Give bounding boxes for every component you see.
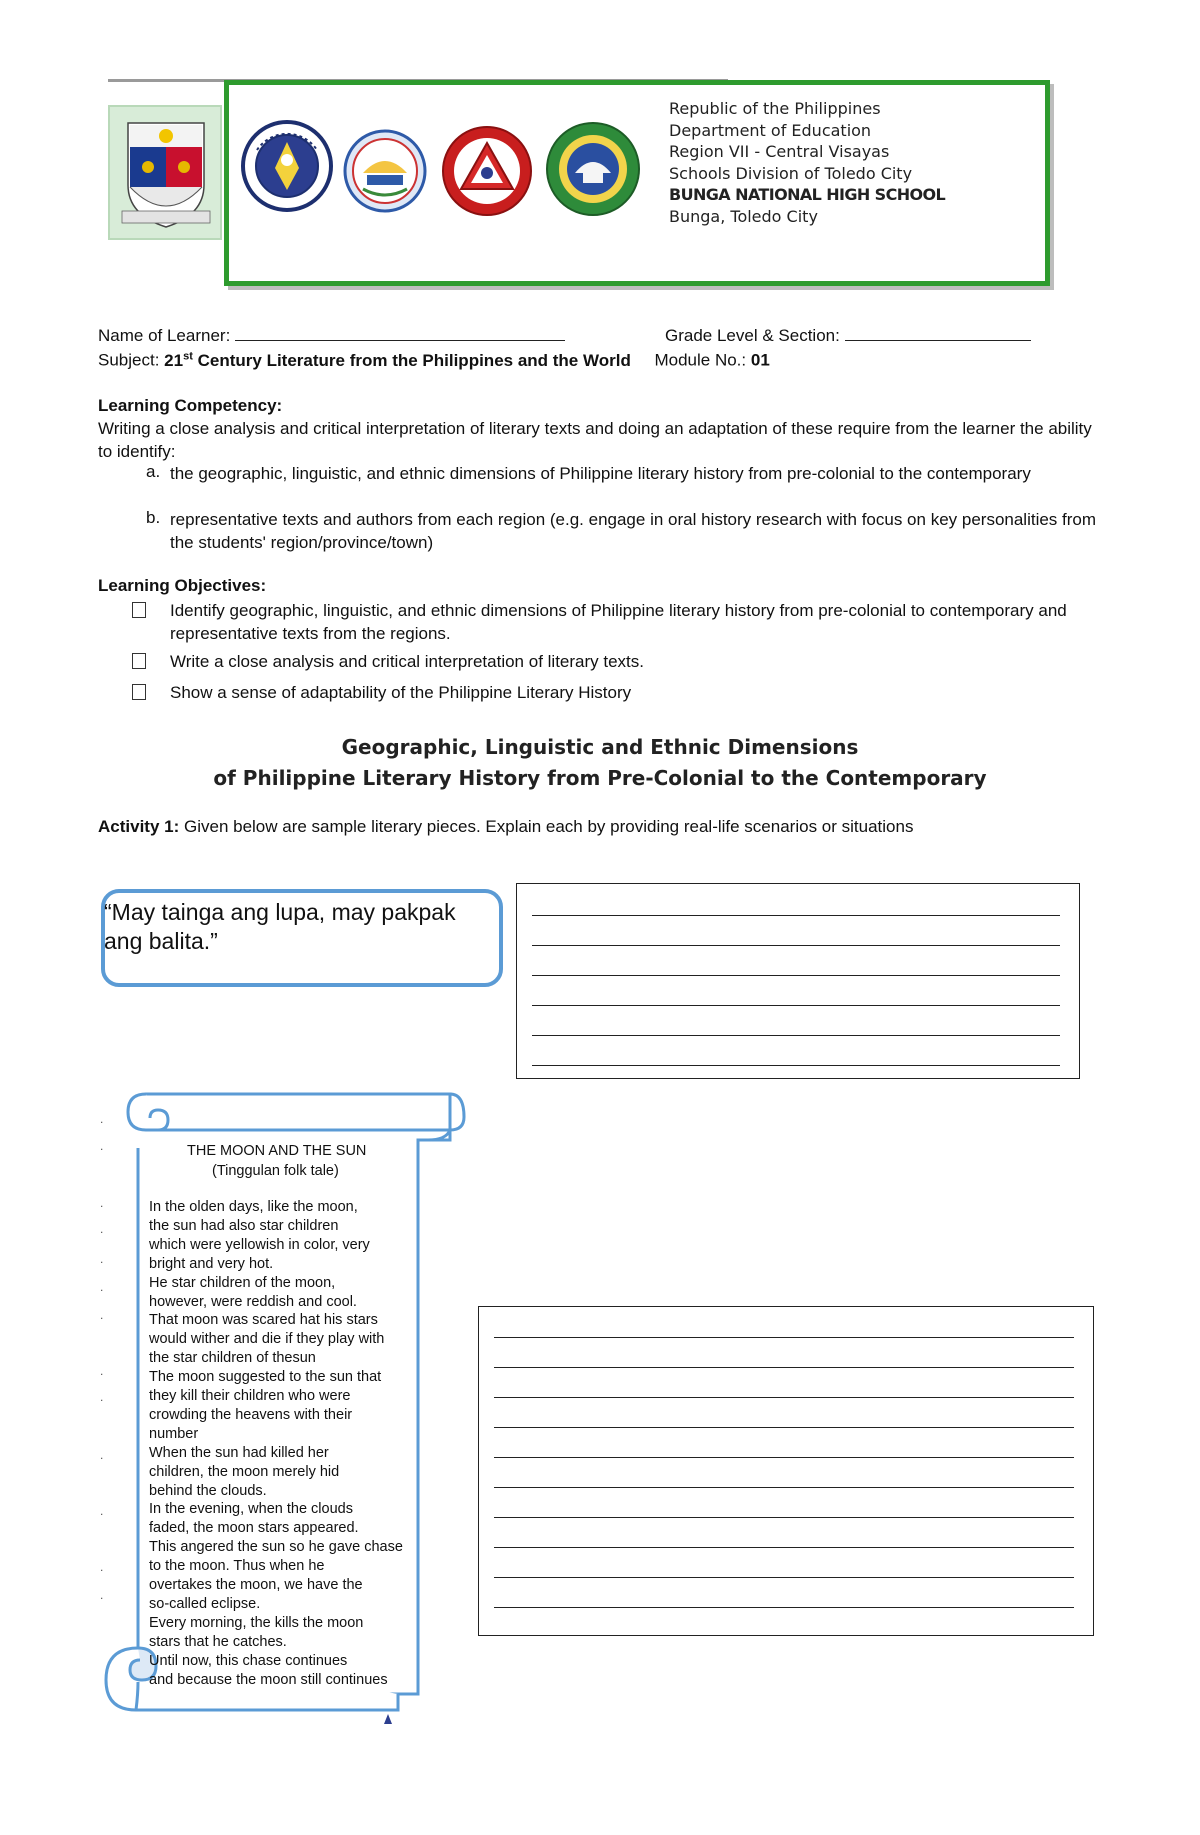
- story-subtitle: (Tinggulan folk tale): [212, 1163, 339, 1179]
- answer-line[interactable]: [532, 915, 1060, 916]
- answer-line[interactable]: [494, 1487, 1074, 1488]
- story-line: This angered the sun so he gave chase: [149, 1539, 403, 1556]
- activity-label: Activity 1:: [98, 817, 180, 836]
- section-title-line-1: Geographic, Linguistic and Ethnic Dimensions: [341, 735, 859, 759]
- story-line: the sun had also star children: [149, 1217, 339, 1234]
- subject-name: Century Literature from the Philippines and the World: [197, 350, 631, 370]
- school-name: BUNGA NATIONAL HIGH SCHOOL: [669, 185, 946, 204]
- story-line: so-called eclipse.: [149, 1595, 261, 1612]
- objectives-heading: Learning Objectives:: [98, 576, 267, 595]
- name-input[interactable]: [235, 326, 565, 341]
- story-line: and because the moon still continues: [149, 1671, 388, 1688]
- story-line: number: [149, 1425, 199, 1442]
- answer-line[interactable]: [532, 1065, 1060, 1066]
- answer-line[interactable]: [494, 1337, 1074, 1338]
- subject-number: 21: [164, 350, 184, 370]
- story-line: That moon was scared hat his stars: [149, 1312, 378, 1329]
- school-info: [669, 98, 945, 227]
- answer-line[interactable]: [532, 945, 1060, 946]
- margin-dot: .: [100, 1222, 104, 1236]
- module-number: 01: [750, 350, 770, 370]
- competency-marker: a.: [146, 462, 161, 481]
- deped-seal-icon: [241, 120, 333, 212]
- grade-section-input[interactable]: [845, 326, 1031, 341]
- subject-title: [164, 351, 631, 370]
- grade-label: Grade Level & Section:: [665, 326, 840, 345]
- story-line: crowding the heavens with their: [149, 1406, 353, 1423]
- story-line: overtakes the moon, we have the: [149, 1577, 363, 1593]
- answer-line[interactable]: [494, 1577, 1074, 1578]
- answer-line[interactable]: [494, 1427, 1074, 1428]
- story-line: they kill their children who were: [149, 1388, 351, 1404]
- margin-dot: .: [100, 1252, 104, 1266]
- school-info-line: Schools Division of Toledo City: [669, 163, 913, 183]
- subject-row: [98, 350, 770, 371]
- margin-dot: .: [100, 1280, 104, 1294]
- margin-dot: .: [100, 1112, 104, 1126]
- competency-item: the geographic, linguistic, and ethnic dimensions of Philippine literary history from pre-colonial to the contemporary: [170, 464, 1031, 483]
- philippine-seal-frame: [108, 105, 222, 240]
- margin-dot: .: [100, 1504, 104, 1518]
- story-line: which were yellowish in color, very: [149, 1236, 370, 1253]
- answer-line[interactable]: [494, 1517, 1074, 1518]
- toledo-division-seal-icon: [441, 125, 533, 217]
- story-line: In the olden days, like the moon,: [149, 1199, 358, 1215]
- subject-label: Subject:: [98, 350, 160, 370]
- story-title: THE MOON AND THE SUN: [187, 1143, 367, 1159]
- school-info-line: Republic of the Philippines: [669, 99, 881, 118]
- name-label: Name of Learner:: [98, 326, 231, 345]
- objective-item: Write a close analysis and critical interpretation of literary texts.: [170, 652, 644, 671]
- margin-dot: .: [100, 1308, 104, 1322]
- section-title-line-2: of Philippine Literary History from Pre-Colonial to the Contemporary: [213, 766, 987, 790]
- bunga-nhs-seal-icon: [545, 121, 641, 217]
- checkbox-bullet-icon: [132, 653, 146, 669]
- story-line: to the moon. Thus when he: [149, 1558, 325, 1575]
- answer-line[interactable]: [494, 1397, 1074, 1398]
- story-line: stars that he catches.: [149, 1633, 287, 1650]
- module-label: Module No.:: [654, 350, 747, 370]
- margin-dot: .: [100, 1364, 104, 1378]
- subject-superscript: st: [183, 350, 193, 362]
- objective-item: Identify geographic, linguistic, and ethnic dimensions of Philippine literary history from pre-colonial to contemporary and representative texts from the regions.: [170, 601, 1067, 643]
- activity-instruction: Given below are sample literary pieces. Explain each by providing real-life scenarios or situations: [183, 817, 914, 836]
- margin-dot: .: [100, 1448, 104, 1462]
- story-line: behind the clouds.: [149, 1482, 267, 1499]
- checkbox-bullet-icon: [132, 684, 146, 700]
- margin-dot: .: [100, 1390, 104, 1404]
- story-line: The moon suggested to the sun that: [149, 1369, 382, 1386]
- answer-line[interactable]: [494, 1457, 1074, 1458]
- story-line: would wither and die if they play with: [149, 1331, 385, 1348]
- objective-item: Show a sense of adaptability of the Philippine Literary History: [170, 683, 632, 702]
- grade-field-row: [665, 326, 1031, 346]
- story-line: Every morning, the kills the moon: [149, 1614, 364, 1631]
- answer-box-1[interactable]: [516, 883, 1080, 1079]
- competency-marker: b.: [146, 508, 161, 527]
- story-line: the star children of thesun: [149, 1350, 316, 1367]
- story-line: however, were reddish and cool.: [149, 1293, 357, 1310]
- school-info-line: Region VII - Central Visayas: [669, 142, 890, 161]
- answer-line[interactable]: [494, 1607, 1074, 1608]
- school-info-line: Bunga, Toledo City: [669, 206, 818, 226]
- answer-line[interactable]: [494, 1547, 1074, 1548]
- header-box: [224, 80, 1050, 286]
- school-info-line: Department of Education: [669, 120, 872, 140]
- margin-dot: .: [100, 1560, 104, 1574]
- quote-text: “May tainga ang lupa, may pakpak ang balita.”: [104, 899, 456, 954]
- name-field-row: [98, 326, 565, 346]
- answer-box-2[interactable]: [478, 1306, 1094, 1636]
- story-line: He star children of the moon,: [149, 1274, 336, 1291]
- answer-line[interactable]: [532, 975, 1060, 976]
- competency-heading: Learning Competency:: [98, 396, 283, 415]
- story-line: children, the moon merely hid: [149, 1463, 340, 1480]
- story-line: faded, the moon stars appeared.: [149, 1520, 359, 1537]
- philippine-seal-icon: [116, 115, 216, 233]
- margin-dot: .: [100, 1196, 104, 1210]
- answer-line[interactable]: [494, 1367, 1074, 1368]
- answer-line[interactable]: [532, 1005, 1060, 1006]
- story-line: In the evening, when the clouds: [149, 1501, 353, 1518]
- answer-line[interactable]: [532, 1035, 1060, 1036]
- competency-intro: Writing a close analysis and critical interpretation of literary texts and doing an adaptation of these require from the learner the ability to identify:: [98, 419, 1092, 461]
- region-vii-seal-icon: [343, 129, 427, 213]
- activity-instruction-row: [98, 817, 913, 837]
- checkbox-bullet-icon: [132, 602, 146, 618]
- story-line: bright and very hot.: [149, 1255, 274, 1272]
- story-line: When the sun had killed her: [149, 1444, 329, 1461]
- story-line: Until now, this chase continues: [149, 1652, 348, 1669]
- competency-item: representative texts and authors from each region (e.g. engage in oral history research with focus on key personalities from the students' region/province/town): [170, 510, 1097, 552]
- margin-dot: .: [100, 1139, 104, 1153]
- margin-dot: .: [100, 1588, 104, 1602]
